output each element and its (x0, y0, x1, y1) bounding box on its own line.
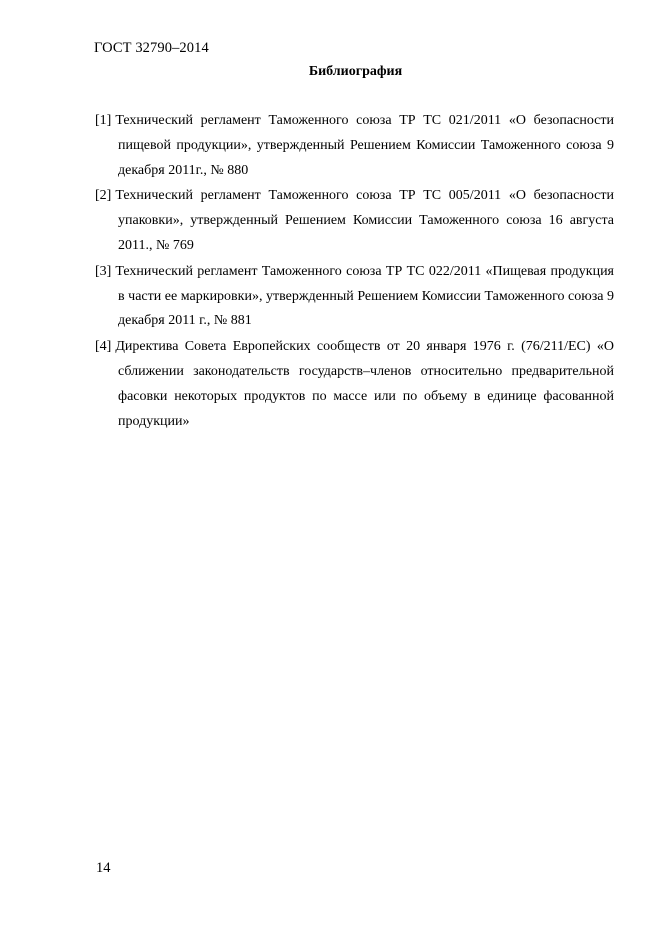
bibliography-text: Директива Совета Европейских сообществ от 20 января 1976 г. (76/211/ЕС) «О сближении законодательств государств–членов относительно предварительной фасовки некоторых продуктов по массе или по объему в единице фасованной продукции» (115, 339, 614, 429)
bibliography-number: [1] (95, 113, 112, 128)
bibliography-list (95, 109, 614, 435)
section-title: Библиография (308, 64, 403, 79)
bibliography-number: [2] (95, 188, 112, 204)
bibliography-item (95, 335, 614, 434)
bibliography-text: Технический регламент Таможенного союза ТР ТС 021/2011 «О безопасности пищевой продукции», утвержденный Решением Комиссии Таможенного союза 9 декабря 2011г., № 880 (115, 113, 614, 178)
document-code: ГОСТ 32790–2014 (94, 40, 209, 56)
bibliography-text: Технический регламент Таможенного союза ТР ТС 005/2011 «О безопасности упаковки», утвержденный Решением Комиссии Таможенного союза 16 августа 2011., № 769 (115, 188, 614, 253)
bibliography-number: [4] (95, 339, 112, 355)
page-number: 14 (96, 860, 111, 876)
bibliography-text: Технический регламент Таможенного союза ТР ТС 022/2011 «Пищевая продукция в части ее маркировки», утвержденный Решением Комиссии Таможенного союза 9 декабря 2011 г., № 881 (115, 263, 614, 329)
bibliography-item (95, 260, 614, 334)
bibliography-item (95, 109, 614, 183)
bibliography-item (95, 184, 614, 258)
bibliography-number: [3] (95, 263, 112, 279)
